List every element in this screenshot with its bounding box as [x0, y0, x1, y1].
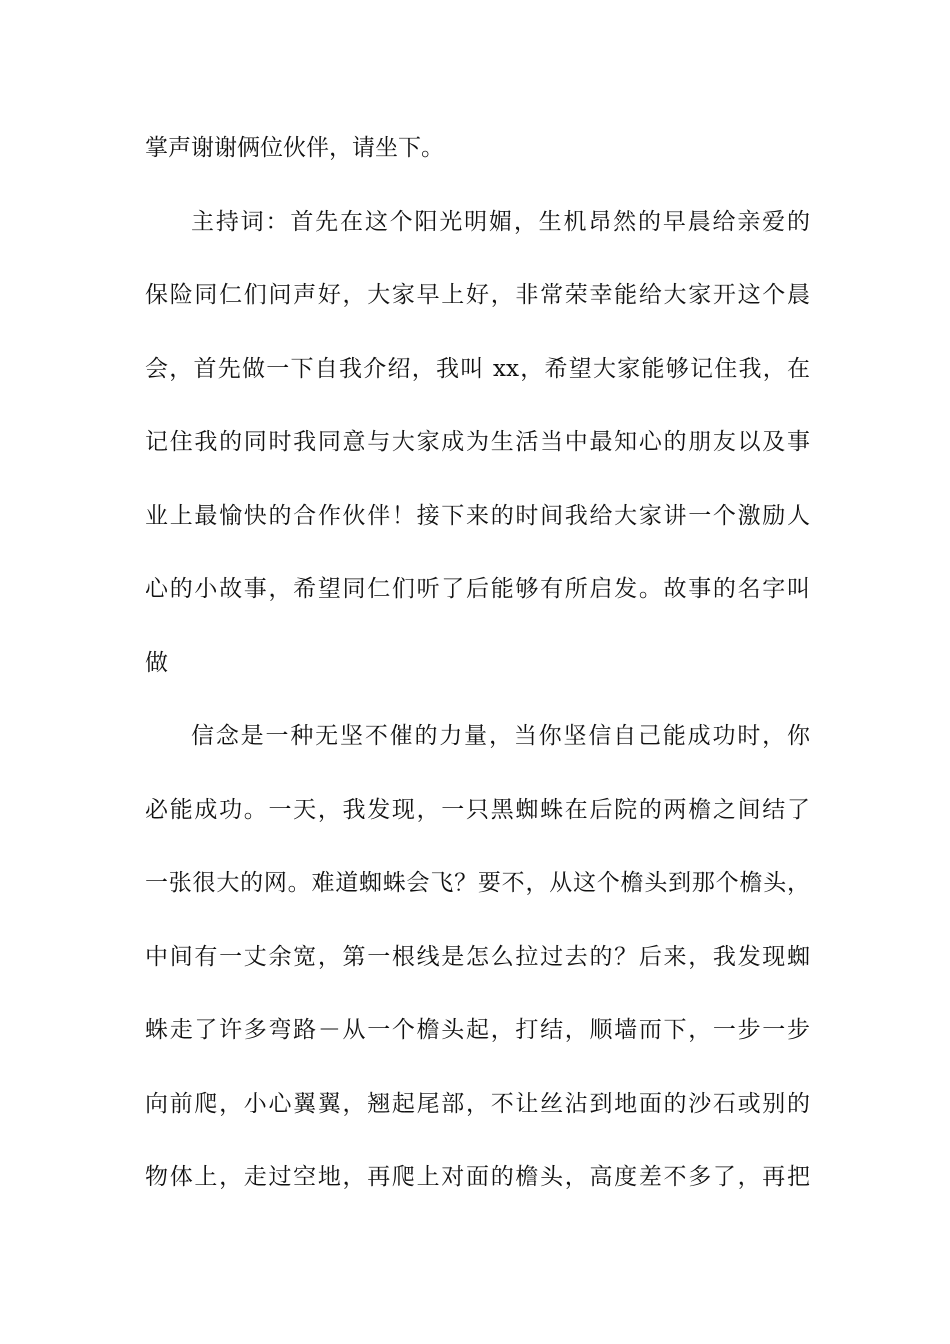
text-line: 做: [145, 649, 168, 676]
text-line: 必能成功。一天，我发现，一只黑蜘蛛在后院的两檐之间结了: [145, 796, 810, 823]
text-line: 信念是一种无坚不催的力量，当你坚信自己能成功时，你: [191, 723, 810, 749]
text-line: 记住我的同时我同意与大家成为生活当中最知心的朋友以及事: [145, 429, 810, 455]
text-line: 会，首先做一下自我介绍，我叫 xx，希望大家能够记住我，在: [145, 355, 810, 382]
text-line: 掌声谢谢俩位伙伴，请坐下。: [145, 135, 444, 161]
text-line: 主持词：首先在这个阳光明媚，生机昂然的早晨给亲爱的: [191, 208, 810, 235]
text-line: 心的小故事，希望同仁们听了后能够有所启发。故事的名字叫: [145, 576, 810, 602]
text-line: 保险同仁们问声好，大家早上好，非常荣幸能给大家开这个晨: [145, 282, 810, 308]
text-line: 向前爬，小心翼翼，翘起尾部，不让丝沾到地面的沙石或别的: [145, 1090, 810, 1117]
text-line: 物体上，走过空地，再爬上对面的檐头，高度差不多了，再把: [145, 1164, 810, 1190]
text-line: 蛛走了许多弯路－从一个檐头起，打结，顺墙而下，一步一步: [145, 1017, 810, 1043]
text-line: 一张很大的网。难道蜘蛛会飞？要不，从这个檐头到那个檐头，: [145, 870, 810, 896]
text-line: 中间有一丈余宽，第一根线是怎么拉过去的？后来，我发现蜘: [145, 943, 810, 970]
document-body: [145, 129, 810, 1232]
text-line: 业上最愉快的合作伙伴！接下来的时间我给大家讲一个激励人: [145, 502, 810, 529]
